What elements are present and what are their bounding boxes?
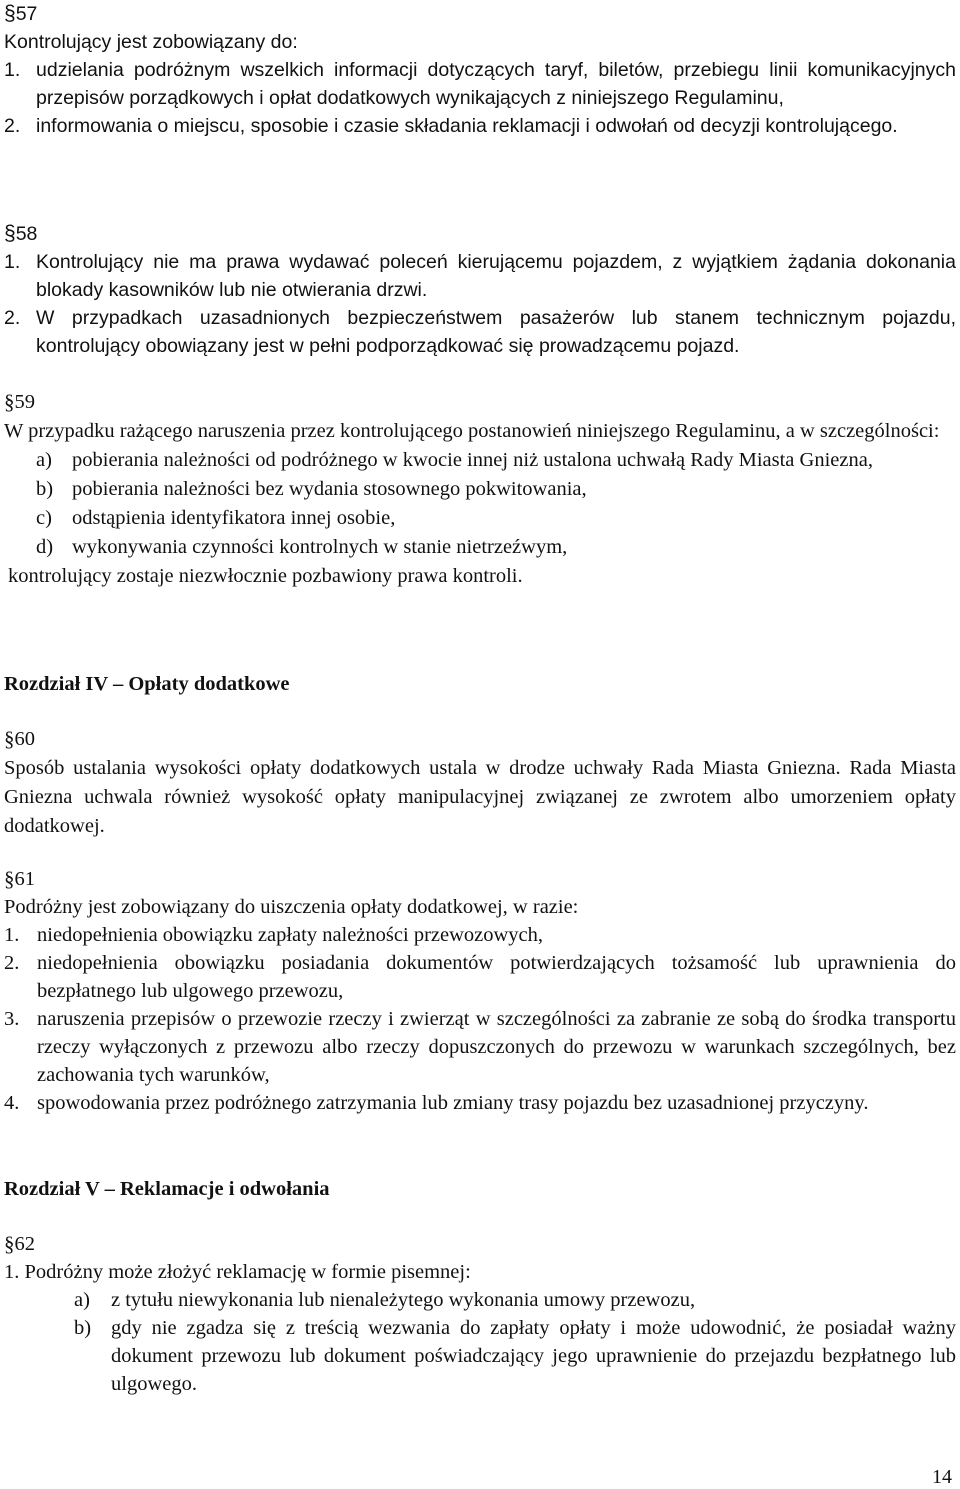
section-60	[4, 725, 956, 841]
section-sign: §	[4, 222, 16, 245]
section-number: 62	[14, 1233, 35, 1255]
item-letter: b)	[36, 478, 54, 500]
item-number: 1.	[4, 924, 20, 946]
item-letter: a)	[36, 449, 52, 471]
section-heading	[4, 388, 956, 417]
item-number: 3.	[4, 1008, 20, 1030]
item-letter: c)	[36, 507, 52, 529]
section-heading	[4, 725, 956, 754]
item-text: informowania o miejscu, sposobie i czasie składania reklamacji i odwołań od decyzji kontrolującego.	[36, 115, 898, 137]
page-number: 14	[932, 1466, 952, 1488]
section-heading	[4, 220, 956, 248]
list-item	[4, 56, 956, 112]
list-item	[4, 921, 956, 949]
section-58	[4, 220, 956, 360]
list-item	[4, 949, 956, 1005]
list-item	[4, 1286, 956, 1314]
section-number: 61	[14, 868, 35, 890]
item-number: 1.	[4, 251, 21, 273]
section-heading	[4, 1230, 956, 1258]
item-letter: d)	[36, 536, 54, 558]
item-text: udzielania podróżnym wszelkich informacji dotyczących taryf, biletów, przebiegu linii komunikacyjnych przepisów porządkowych i opłat dodatkowych wynikających z niniejszego Regulaminu,	[36, 59, 956, 109]
item-text: odstąpienia identyfikatora innej osobie,	[72, 507, 396, 529]
chapter-heading: Rozdział IV – Opłaty dodatkowe	[4, 673, 290, 695]
section-heading	[4, 865, 956, 893]
item-letter: a)	[74, 1289, 90, 1311]
section-number: 58	[15, 223, 38, 245]
section-62	[4, 1230, 956, 1398]
list-item	[4, 446, 956, 475]
item-number: 2.	[4, 952, 20, 974]
item-text: niedopełnienia obowiązku zapłaty należności przewozowych,	[37, 924, 544, 946]
section-sign: §	[4, 390, 15, 414]
list-item	[4, 1005, 956, 1089]
section-heading	[4, 0, 956, 28]
item-text: W przypadkach uzasadnionych bezpieczeństwem pasażerów lub stanem technicznym pojazdu, kontrolujący obowiązany jest w pełni podporządkować się prowadzącemu pojazd.	[36, 307, 956, 357]
section-59	[4, 388, 956, 591]
list-item	[4, 1314, 956, 1398]
item-text: pobierania należności od podróżnego w kwocie innej niż ustalona uchwałą Rady Miasta Gniezna,	[72, 449, 873, 471]
section-number: 60	[14, 728, 35, 750]
section-intro: 1. Podróżny może złożyć reklamację w formie pisemnej:	[4, 1261, 471, 1283]
item-text: Kontrolujący nie ma prawa wydawać poleceń kierującemu pojazdem, z wyjątkiem żądania dokonania blokady kasowników lub nie otwierania drzwi.	[36, 251, 956, 301]
item-text: pobierania należności bez wydania stosownego pokwitowania,	[72, 478, 587, 500]
item-text: spowodowania przez podróżnego zatrzymania lub zmiany trasy pojazdu bez uzasadnionej przyczyny.	[37, 1092, 869, 1114]
list-item	[4, 248, 956, 304]
list-item	[4, 112, 956, 140]
section-sign: §	[4, 727, 15, 751]
item-text: niedopełnienia obowiązku posiadania dokumentów potwierdzających tożsamość lub uprawnienia do bezpłatnego lub ulgowego przewozu,	[37, 952, 956, 1002]
list-item	[4, 1089, 956, 1117]
section-intro: Kontrolujący jest zobowiązany do:	[4, 31, 298, 53]
section-intro: W przypadku rażącego naruszenia przez kontrolującego postanowień niniejszego Regulaminu, a w szczególności:	[4, 420, 940, 442]
section-intro: Podróżny jest zobowiązany do uiszczenia opłaty dodatkowej, w razie:	[4, 896, 579, 918]
item-number: 4.	[4, 1092, 20, 1114]
section-sign: §	[4, 1232, 15, 1256]
item-number: 2.	[4, 307, 21, 329]
section-sign: §	[4, 867, 15, 891]
item-letter: b)	[74, 1317, 92, 1339]
list-item	[4, 304, 956, 360]
section-61	[4, 865, 956, 1117]
section-sign: §	[4, 2, 16, 25]
item-text: z tytułu niewykonania lub nienależytego wykonania umowy przewozu,	[111, 1289, 696, 1311]
section-number: 59	[14, 391, 35, 413]
chapter-heading: Rozdział V – Reklamacje i odwołania	[4, 1178, 330, 1200]
list-item	[4, 533, 956, 562]
section-outro: kontrolujący zostaje niezwłocznie pozbawiony prawa kontroli.	[8, 565, 523, 587]
section-number: 57	[15, 3, 38, 25]
section-text: Sposób ustalania wysokości opłaty dodatkowych ustala w drodze uchwały Rada Miasta Gniezna. Rada Miasta Gniezna uchwala również wysokość opłaty manipulacyjnej związanej ze zwrotem albo umorzeniem opłaty dodatkowej.	[4, 757, 956, 837]
list-item	[4, 504, 956, 533]
section-57	[4, 0, 956, 140]
item-number: 2.	[4, 115, 21, 137]
item-text: naruszenia przepisów o przewozie rzeczy i zwierząt w szczególności za zabranie ze sobą do środka transportu rzeczy wyłączonych z przewozu albo rzeczy dopuszczonych do przewozu w warunkach szczególnych, bez zachowania tych warunków,	[37, 1008, 956, 1086]
item-text: gdy nie zgadza się z treścią wezwania do zapłaty opłaty i może udowodnić, że posiadał ważny dokument przewozu lub dokument poświadczający jego uprawnienie do przejazdu bezpłatnego lub ulgowego.	[111, 1317, 956, 1395]
item-number: 1.	[4, 59, 21, 81]
item-text: wykonywania czynności kontrolnych w stanie nietrzeźwym,	[72, 536, 568, 558]
list-item	[4, 475, 956, 504]
